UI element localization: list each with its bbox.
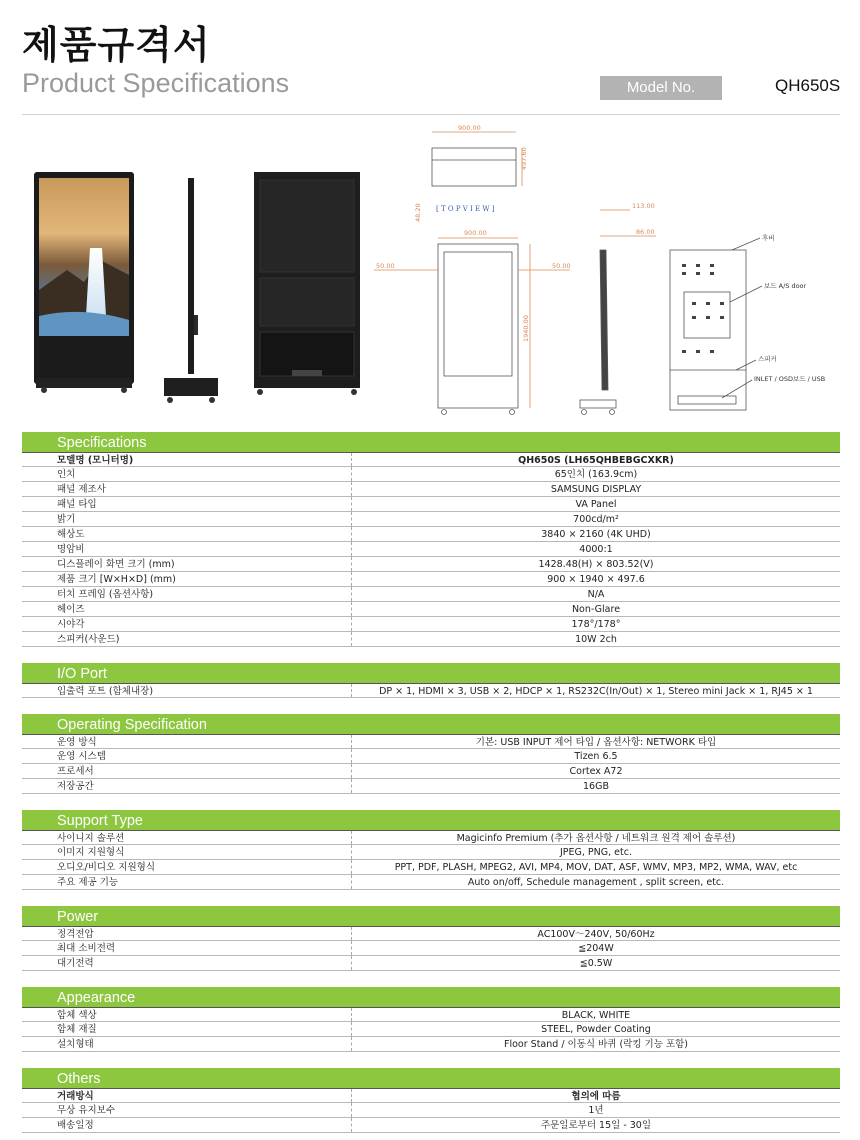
dim-side-113: 113.00 (632, 202, 655, 210)
spec-row (22, 542, 840, 557)
spec-value: 16GB (583, 781, 609, 792)
callout-inlet: INLET / OSD보드 / USB (754, 375, 826, 383)
spec-value: 4000:1 (579, 544, 613, 555)
spec-value: Floor Stand / 이동식 바퀴 (락킹 기능 포함) (504, 1039, 688, 1050)
spec-value: QH650S (LH65QHBEBGCXKR) (518, 455, 674, 466)
spec-row (22, 467, 840, 482)
spec-row (22, 779, 840, 794)
section-header: Others (22, 1068, 840, 1088)
spec-key: 헤이즈 (22, 602, 352, 616)
spec-value: ≦204W (578, 943, 614, 954)
spec-value: BLACK, WHITE (561, 1010, 631, 1021)
spec-key: 배송일정 (22, 1118, 352, 1132)
section-header: I/O Port (22, 663, 840, 683)
spec-value: AC100V～240V, 50/60Hz (537, 929, 655, 940)
model-number-label: Model No. (600, 76, 722, 100)
page-title-korean: 제품규격서 (22, 23, 211, 67)
spec-key: 인치 (22, 467, 352, 481)
spec-value: 3840 × 2160 (4K UHD) (541, 529, 651, 540)
spec-key: 오디오/비디오 지원형식 (22, 860, 352, 874)
section-appearance (22, 987, 840, 1052)
spec-row (22, 683, 840, 698)
spec-row (22, 587, 840, 602)
spec-value: JPEG, PNG, etc. (560, 847, 632, 858)
spec-row (22, 845, 840, 860)
spec-key: 운영 시스템 (22, 749, 352, 763)
spec-row (22, 956, 840, 971)
spec-value: ≦0.5W (579, 958, 613, 969)
product-drawings (22, 120, 840, 420)
dim-front-height: 1940.00 (522, 315, 530, 342)
spec-row (22, 482, 840, 497)
spec-key: 패널 타입 (22, 497, 352, 511)
spec-key: 함체 색상 (22, 1008, 352, 1021)
spec-value: Non-Glare (571, 604, 621, 615)
spec-row (22, 941, 840, 956)
spec-key: 사이니지 솔루션 (22, 831, 352, 844)
dim-side-86: 86.00 (636, 228, 655, 236)
spec-key: 거래방식 (22, 1089, 352, 1102)
spec-row (22, 632, 840, 647)
spec-key: 주요 제공 기능 (22, 875, 352, 889)
callout-speaker: 스피커 (758, 355, 777, 363)
spec-value: N/A (587, 589, 605, 600)
spec-key: 함체 재질 (22, 1022, 352, 1036)
spec-row (22, 1118, 840, 1133)
callout-door: 보드 A/S door (764, 282, 807, 290)
callout-cover: 후버 (762, 234, 775, 242)
dim-left-margin: 50.00 (376, 262, 395, 270)
spec-value: Auto on/off, Schedule management , split screen, etc. (467, 877, 725, 888)
spec-value: 1428.48(H) × 803.52(V) (538, 559, 654, 570)
spec-row (22, 1088, 840, 1103)
spec-key: 해상도 (22, 527, 352, 541)
side-view-drawing (580, 210, 656, 415)
spec-tables (22, 432, 840, 1140)
kiosk-front-photo (34, 172, 134, 393)
model-number-value: QH650S (775, 76, 841, 95)
spec-key: 모델명 (모니터명) (22, 453, 352, 466)
spec-key: 명암비 (22, 542, 352, 556)
spec-key: 입출력 포트 (함체내장) (22, 684, 352, 697)
spec-value: STEEL, Powder Coating (541, 1024, 651, 1035)
spec-key: 프로세서 (22, 764, 352, 778)
top-view-drawing (432, 132, 522, 186)
spec-key: 정격전압 (22, 927, 352, 940)
spec-row (22, 497, 840, 512)
spec-row (22, 1007, 840, 1022)
spec-row (22, 926, 840, 941)
spec-value: 700cd/m² (573, 514, 619, 525)
spec-key: 밝기 (22, 512, 352, 526)
section-others (22, 1068, 840, 1133)
spec-key: 무상 유지보수 (22, 1103, 352, 1117)
dim-top-width: 900.00 (458, 124, 481, 132)
kiosk-rear-photo (254, 172, 360, 395)
section-operating-specification (22, 714, 840, 794)
section-header: Specifications (22, 432, 840, 452)
spec-key: 운영 방식 (22, 735, 352, 748)
header-divider (22, 114, 840, 115)
spec-value: Cortex A72 (569, 766, 623, 777)
spec-value: 178°/178° (571, 619, 621, 630)
spec-row (22, 602, 840, 617)
spec-key: 시야각 (22, 617, 352, 631)
section-header: Power (22, 906, 840, 926)
spec-value: Magicinfo Premium (추가 옵션사항 / 네트워크 원격 제어 솔루션) (456, 833, 736, 844)
section-header: Appearance (22, 987, 840, 1007)
spec-value: 900 × 1940 × 497.6 (547, 574, 645, 585)
kiosk-side-photo (164, 178, 218, 403)
spec-row (22, 875, 840, 890)
spec-row (22, 617, 840, 632)
section-support-type (22, 810, 840, 890)
spec-value: VA Panel (575, 499, 617, 510)
spec-key: 이미지 지원형식 (22, 845, 352, 859)
spec-value: 기본: USB INPUT 제어 타입 / 옵션사항: NETWORK 타입 (475, 737, 717, 748)
spec-row (22, 512, 840, 527)
spec-value: 1년 (588, 1105, 604, 1116)
spec-row (22, 1037, 840, 1052)
dim-top-depth: 497.60 (520, 147, 528, 170)
top-view-label: [ T O P V I E W ] (436, 205, 495, 213)
spec-key: 저장공간 (22, 779, 352, 793)
spec-key: 설치형태 (22, 1037, 352, 1051)
spec-key: 제품 크기 [W×H×D] (mm) (22, 572, 352, 586)
spec-key: 대기전력 (22, 956, 352, 970)
spec-row (22, 764, 840, 779)
spec-value: PPT, PDF, PLASH, MPEG2, AVI, MP4, MOV, DAT, ASF, WMV, MP3, MP2, WMA, WAV, etc (394, 862, 798, 873)
spec-row (22, 860, 840, 875)
rear-view-drawing (670, 238, 762, 410)
section-specifications (22, 432, 840, 647)
spec-value: 주문일로부터 15일 - 30일 (540, 1120, 652, 1131)
spec-value: 협의에 따름 (571, 1091, 621, 1102)
section-header: Operating Specification (22, 714, 840, 734)
section-header: Support Type (22, 810, 840, 830)
product-figures (22, 120, 840, 420)
section-i-o-port (22, 663, 840, 698)
spec-row (22, 557, 840, 572)
spec-value: SAMSUNG DISPLAY (550, 484, 642, 495)
page-title-english: Product Specifications (22, 68, 290, 98)
spec-row (22, 572, 840, 587)
spec-row (22, 527, 840, 542)
spec-row (22, 734, 840, 749)
spec-row (22, 452, 840, 467)
spec-key: 패널 제조사 (22, 482, 352, 496)
spec-row (22, 749, 840, 764)
dim-right-margin: 50.00 (552, 262, 571, 270)
dim-48: 48.20 (414, 203, 422, 222)
spec-value: Tizen 6.5 (574, 751, 618, 762)
section-power (22, 906, 840, 971)
front-view-drawing (374, 238, 570, 415)
spec-value: 10W 2ch (575, 634, 617, 645)
spec-key: 스피커(사운드) (22, 632, 352, 646)
rear-vent-marks (682, 264, 724, 353)
spec-value: 65인치 (163.9cm) (554, 469, 638, 480)
dim-front-width: 900.00 (464, 229, 487, 237)
spec-key: 최대 소비전력 (22, 941, 352, 955)
spec-value: DP × 1, HDMI × 3, USB × 2, HDCP × 1, RS232C(In/Out) × 1, Stereo mini Jack × 1, RJ45 × 1 (379, 686, 813, 697)
spec-key: 터치 프레임 (옵션사항) (22, 587, 352, 601)
spec-row (22, 1103, 840, 1118)
spec-row (22, 830, 840, 845)
spec-key: 디스플레이 화면 크기 (mm) (22, 557, 352, 571)
spec-row (22, 1022, 840, 1037)
